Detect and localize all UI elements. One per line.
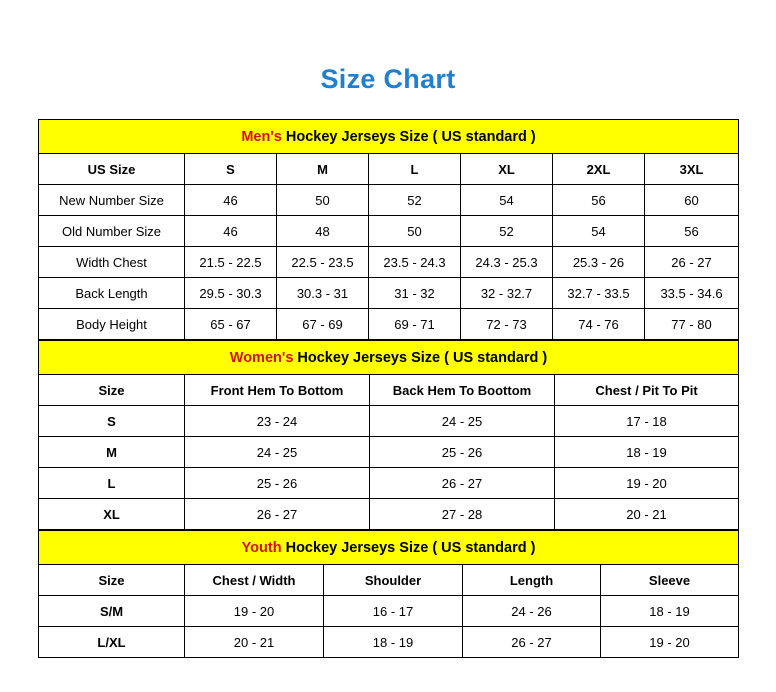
tables-container bbox=[38, 119, 738, 658]
table-row bbox=[39, 247, 739, 278]
table-cell: 48 bbox=[277, 216, 369, 247]
table-row bbox=[39, 216, 739, 247]
table-cell: 32 - 32.7 bbox=[461, 278, 553, 309]
table-header-row bbox=[39, 565, 739, 596]
col-header: Chest / Pit To Pit bbox=[555, 375, 739, 406]
col-header: S bbox=[185, 154, 277, 185]
row-label: L/XL bbox=[39, 627, 185, 658]
table-cell: 26 - 27 bbox=[645, 247, 739, 278]
row-label: XL bbox=[39, 499, 185, 530]
col-header: Size bbox=[39, 565, 185, 596]
womens-banner bbox=[39, 341, 739, 375]
table-cell: 46 bbox=[185, 216, 277, 247]
table-cell: 24.3 - 25.3 bbox=[461, 247, 553, 278]
table-row bbox=[39, 596, 739, 627]
table-cell: 26 - 27 bbox=[463, 627, 601, 658]
table-cell: 24 - 25 bbox=[185, 437, 370, 468]
table-banner-row bbox=[39, 120, 739, 154]
row-label: Width Chest bbox=[39, 247, 185, 278]
table-cell: 54 bbox=[553, 216, 645, 247]
table-cell: 52 bbox=[369, 185, 461, 216]
table-cell: 26 - 27 bbox=[185, 499, 370, 530]
table-cell: 56 bbox=[553, 185, 645, 216]
youth-banner bbox=[39, 531, 739, 565]
table-row bbox=[39, 468, 739, 499]
col-header: Sleeve bbox=[601, 565, 739, 596]
page-title: Size Chart bbox=[320, 64, 456, 94]
table-row bbox=[39, 185, 739, 216]
table-row bbox=[39, 437, 739, 468]
table-row bbox=[39, 278, 739, 309]
table-cell: 23 - 24 bbox=[185, 406, 370, 437]
col-header: L bbox=[369, 154, 461, 185]
mens-banner-rest: Hockey Jerseys Size ( US standard ) bbox=[281, 128, 536, 145]
table-cell: 31 - 32 bbox=[369, 278, 461, 309]
table-cell: 65 - 67 bbox=[185, 309, 277, 340]
table-cell: 50 bbox=[369, 216, 461, 247]
mens-banner-accent: Men's bbox=[241, 128, 282, 145]
table-cell: 23.5 - 24.3 bbox=[369, 247, 461, 278]
col-header: 2XL bbox=[553, 154, 645, 185]
table-cell: 19 - 20 bbox=[185, 596, 324, 627]
table-cell: 27 - 28 bbox=[370, 499, 555, 530]
row-label: L bbox=[39, 468, 185, 499]
mens-banner bbox=[39, 120, 739, 154]
col-header: 3XL bbox=[645, 154, 739, 185]
table-header-row bbox=[39, 154, 739, 185]
youth-banner-rest: Hockey Jerseys Size ( US standard ) bbox=[281, 539, 536, 556]
table-cell: 16 - 17 bbox=[324, 596, 463, 627]
table-cell: 17 - 18 bbox=[555, 406, 739, 437]
table-banner-row bbox=[39, 531, 739, 565]
table-cell: 18 - 19 bbox=[324, 627, 463, 658]
table-cell: 69 - 71 bbox=[369, 309, 461, 340]
womens-banner-accent: Women's bbox=[229, 349, 294, 366]
row-label: Body Height bbox=[39, 309, 185, 340]
col-header: Chest / Width bbox=[185, 565, 324, 596]
col-header: Size bbox=[39, 375, 185, 406]
col-header: Shoulder bbox=[324, 565, 463, 596]
table-cell: 52 bbox=[461, 216, 553, 247]
table-row bbox=[39, 406, 739, 437]
table-cell: 77 - 80 bbox=[645, 309, 739, 340]
table-header-row bbox=[39, 375, 739, 406]
table-cell: 18 - 19 bbox=[601, 596, 739, 627]
table-cell: 33.5 - 34.6 bbox=[645, 278, 739, 309]
table-cell: 60 bbox=[645, 185, 739, 216]
table-cell: 54 bbox=[461, 185, 553, 216]
table-banner-row bbox=[39, 341, 739, 375]
table-cell: 21.5 - 22.5 bbox=[185, 247, 277, 278]
table-cell: 25 - 26 bbox=[370, 437, 555, 468]
table-cell: 30.3 - 31 bbox=[277, 278, 369, 309]
table-cell: 32.7 - 33.5 bbox=[553, 278, 645, 309]
table-cell: 22.5 - 23.5 bbox=[277, 247, 369, 278]
table-cell: 29.5 - 30.3 bbox=[185, 278, 277, 309]
row-label: Back Length bbox=[39, 278, 185, 309]
col-header: Back Hem To Boottom bbox=[370, 375, 555, 406]
table-cell: 24 - 26 bbox=[463, 596, 601, 627]
table-row bbox=[39, 627, 739, 658]
table-cell: 18 - 19 bbox=[555, 437, 739, 468]
table-cell: 20 - 21 bbox=[185, 627, 324, 658]
row-label: New Number Size bbox=[39, 185, 185, 216]
table-cell: 19 - 20 bbox=[555, 468, 739, 499]
youth-size-table bbox=[38, 530, 739, 658]
table-cell: 25.3 - 26 bbox=[553, 247, 645, 278]
table-cell: 46 bbox=[185, 185, 277, 216]
table-cell: 26 - 27 bbox=[370, 468, 555, 499]
col-header: Length bbox=[463, 565, 601, 596]
table-row bbox=[39, 499, 739, 530]
col-header: XL bbox=[461, 154, 553, 185]
mens-size-table bbox=[38, 119, 739, 340]
table-cell: 24 - 25 bbox=[370, 406, 555, 437]
row-label: M bbox=[39, 437, 185, 468]
table-cell: 67 - 69 bbox=[277, 309, 369, 340]
table-cell: 74 - 76 bbox=[553, 309, 645, 340]
table-cell: 72 - 73 bbox=[461, 309, 553, 340]
row-label: S bbox=[39, 406, 185, 437]
col-header: US Size bbox=[39, 154, 185, 185]
table-cell: 20 - 21 bbox=[555, 499, 739, 530]
womens-banner-rest: Hockey Jerseys Size ( US standard ) bbox=[293, 349, 548, 366]
table-row bbox=[39, 309, 739, 340]
table-cell: 25 - 26 bbox=[185, 468, 370, 499]
col-header: M bbox=[277, 154, 369, 185]
table-cell: 50 bbox=[277, 185, 369, 216]
womens-size-table bbox=[38, 340, 739, 530]
col-header: Front Hem To Bottom bbox=[185, 375, 370, 406]
table-cell: 56 bbox=[645, 216, 739, 247]
table-cell: 19 - 20 bbox=[601, 627, 739, 658]
row-label: S/M bbox=[39, 596, 185, 627]
row-label: Old Number Size bbox=[39, 216, 185, 247]
youth-banner-accent: Youth bbox=[241, 539, 282, 556]
